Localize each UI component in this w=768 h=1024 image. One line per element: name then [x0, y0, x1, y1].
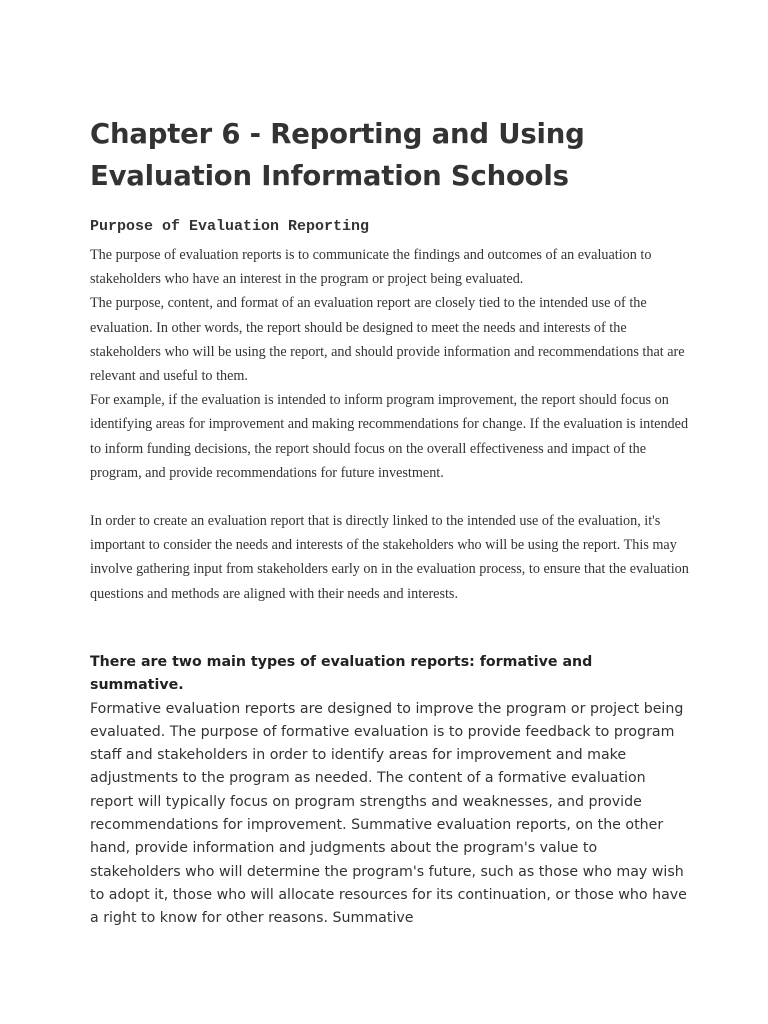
report-types-heading: There are two main types of evaluation reports: formative and summative.	[90, 654, 593, 694]
paragraph-content-format: The purpose, content, and format of an evaluation report are closely tied to the intended use of the evaluation. In other words, the report should be designed to meet the needs and interests of the stakeholders who will be using the report, and should provide information and recommendations that are relevant and useful to them.	[90, 295, 685, 385]
paragraph-example: For example, if the evaluation is intended to inform program improvement, the report should focus on identifying areas for improvement and making recommendations for change. If the evaluation is intended to inform funding decisions, the report should focus on the overall effectiveness and impact of the program, and provide recommendations for future investment.	[90, 392, 689, 481]
report-types-body: Formative evaluation reports are designed to improve the program or project being evaluated. The purpose of formative evaluation is to provide feedback to program staff and stakeholders in order to identify areas for improvement and make adjustments to the program as needed. The content of a formative evaluation report will typically focus on program strengths and weaknesses, and provide recommendations for improvement. Summative evaluation reports, on the other hand, provide information and judgments about the program's value to stakeholders who will determine the program's future, such as those who may wish to adopt it, those who will allocate resources for its continuation, or those who have a right to know for other reasons. Summative	[90, 700, 687, 927]
purpose-paragraphs	[90, 243, 690, 485]
chapter-title-line-2: Evaluation Information Schools	[90, 160, 569, 192]
report-types-block	[90, 651, 690, 931]
paragraph-purpose: The purpose of evaluation reports is to communicate the findings and outcomes of an evaluation to stakeholders who have an interest in the program or project being evaluated.	[90, 247, 652, 288]
chapter-title-line-1: Chapter 6 - Reporting and Using	[90, 118, 585, 150]
chapter-title	[90, 113, 690, 197]
section-heading: Purpose of Evaluation Reporting	[90, 218, 370, 235]
paragraph-linked-use: In order to create an evaluation report that is directly linked to the intended use of the evaluation, it's important to consider the needs and interests of the stakeholders who will be using the report. This may involve gathering input from stakeholders early on in the evaluation process, to ensure that the evaluation questions and methods are aligned with their needs and interests.	[90, 513, 689, 602]
linked-use-block	[90, 509, 690, 606]
